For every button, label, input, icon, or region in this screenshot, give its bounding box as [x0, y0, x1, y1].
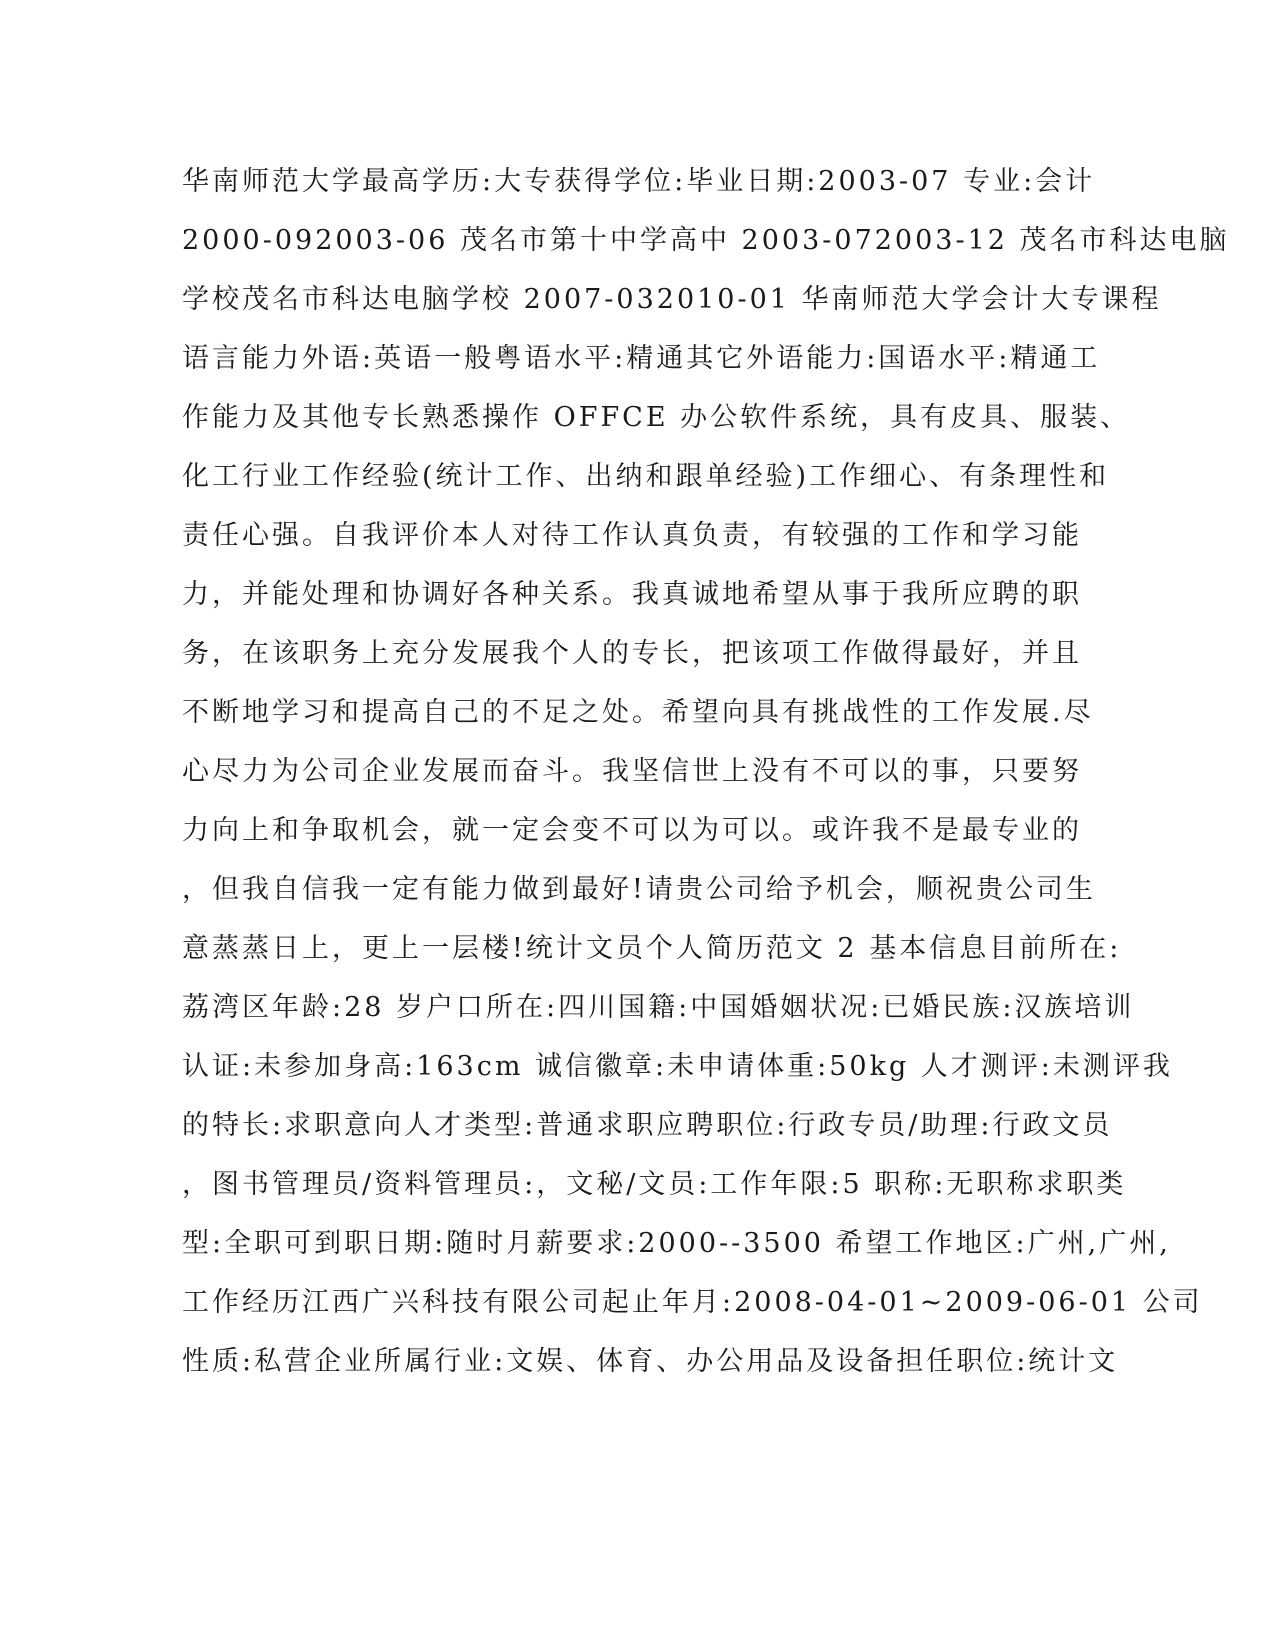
text-line: 型:全职可到职日期:随时月薪要求:2000--3500 希望工作地区:广州,广州,: [182, 1228, 1171, 1259]
text-line: 认证:未参加身高:163cm 诚信徽章:未申请体重:50kg 人才测评:未测评我: [182, 1051, 1173, 1082]
body-text: [182, 160, 1230, 1399]
text-line: 工作经历江西广兴科技有限公司起止年月:2008-04-01~2009-06-01 公司: [182, 1287, 1203, 1318]
text-line: 性质:私营企业所属行业:文娱、体育、办公用品及设备担任职位:统计文: [182, 1346, 1119, 1377]
text-line: ，图书管理员/资料管理员:，文秘/文员:工作年限:5 职称:无职称求职类: [182, 1169, 1127, 1200]
text-line: 2000-092003-06 茂名市第十中学高中 2003-072003-12 茂名市科达电脑: [182, 225, 1230, 256]
text-line: 荔湾区年龄:28 岁户口所在:四川国籍:中国婚姻状况:已婚民族:汉族培训: [182, 992, 1135, 1023]
text-line: 华南师范大学最高学历:大专获得学位:毕业日期:2003-07 专业:会计: [182, 166, 1096, 197]
text-line: 心尽力为公司企业发展而奋斗。我坚信世上没有不可以的事，只要努: [182, 756, 1082, 787]
text-line: 学校茂名市科达电脑学校 2007-032010-01 华南师范大学会计大专课程: [182, 284, 1162, 315]
text-line: 意蒸蒸日上，更上一层楼!统计文员个人简历范文 2 基本信息目前所在:: [182, 933, 1122, 964]
text-line: 作能力及其他专长熟悉操作 OFFCE 办公软件系统，具有皮具、服装、: [182, 402, 1131, 433]
text-line: 务，在该职务上充分发展我个人的专长，把该项工作做得最好，并且: [182, 638, 1082, 669]
text-line: ，但我自信我一定有能力做到最好!请贵公司给予机会，顺祝贵公司生: [182, 874, 1096, 905]
text-line: 力，并能处理和协调好各种关系。我真诚地希望从事于我所应聘的职: [182, 579, 1082, 610]
text-line: 不断地学习和提高自己的不足之处。希望向具有挑战性的工作发展.尽: [182, 697, 1094, 728]
text-line: 化工行业工作经验(统计工作、出纳和跟单经验)工作细心、有条理性和: [182, 461, 1110, 492]
text-line: 的特长:求职意向人才类型:普通求职应聘职位:行政专员/助理:行政文员: [182, 1110, 1113, 1141]
text-line: 语言能力外语:英语一般粤语水平:精通其它外语能力:国语水平:精通工: [182, 343, 1101, 374]
text-line: 责任心强。自我评价本人对待工作认真负责，有较强的工作和学习能: [182, 520, 1082, 551]
text-line: 力向上和争取机会，就一定会变不可以为可以。或许我不是最专业的: [182, 815, 1082, 846]
